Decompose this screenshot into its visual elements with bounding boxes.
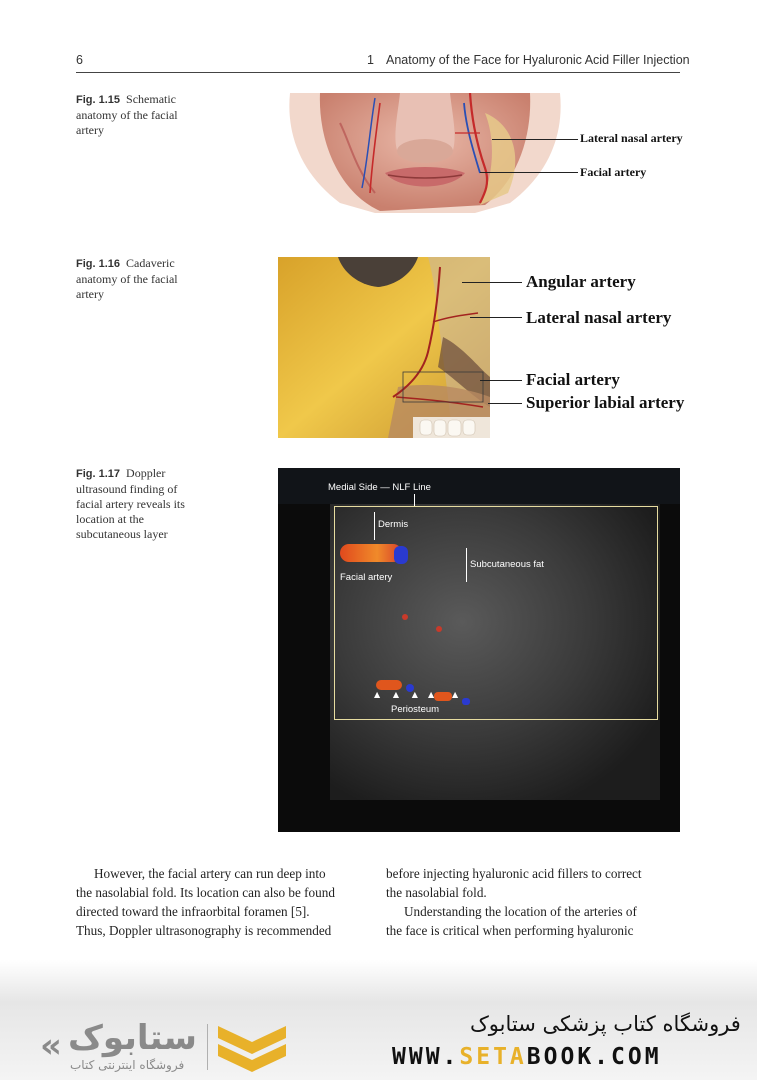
doppler-ultrasound-image <box>278 468 680 832</box>
periosteum-doppler-signal <box>376 680 402 690</box>
leader-line <box>480 172 578 173</box>
label-lateral-nasal-artery-2: Lateral nasal artery <box>526 308 672 327</box>
doppler-spot <box>402 614 408 620</box>
leader-line <box>480 380 522 381</box>
url-prefix: WWW. <box>392 1044 460 1070</box>
caption-line: facial artery reveals its <box>76 497 185 511</box>
caption-line: anatomy of the facial <box>76 108 178 122</box>
leader-line <box>470 317 522 318</box>
logo-text: ستابوک <box>68 1018 197 1058</box>
url-suffix: BOOK.COM <box>526 1044 662 1070</box>
leader-line <box>492 139 578 140</box>
figure-1-15-caption <box>76 92 196 138</box>
periosteum-doppler-blue <box>462 698 470 705</box>
figure-1-17-id: Fig. 1.17 <box>76 468 121 480</box>
body-line: the nasolabial fold. Its location can also be found <box>76 885 335 900</box>
label-facial-artery: Facial artery <box>580 165 647 179</box>
doppler-spot <box>436 626 442 632</box>
facial-artery-doppler-blue <box>394 546 408 564</box>
url-highlight: SETA <box>459 1044 527 1070</box>
caption-line: Schematic <box>126 92 177 106</box>
footer-url <box>392 1044 662 1070</box>
periosteum-arrowheads: ▲ ▲ ▲ ▲ ▲ <box>374 690 459 699</box>
cadaveric-dissection-photo <box>278 257 490 438</box>
caption-line: subcutaneous layer <box>76 527 168 541</box>
subcutaneous-arrow <box>466 548 467 582</box>
chapter-title: Anatomy of the Face for Hyaluronic Acid Filler Injection <box>386 53 690 67</box>
dermis-arrow <box>374 512 375 540</box>
body-line: the nasolabial fold. <box>386 885 487 900</box>
caption-line: artery <box>76 287 104 301</box>
book-chevron-icon <box>216 1022 288 1076</box>
caption-line: ultrasound finding of <box>76 482 178 496</box>
label-dermis: Dermis <box>378 519 409 530</box>
header-rule <box>76 72 680 73</box>
body-left-column <box>76 864 370 940</box>
leader-line <box>488 403 522 404</box>
caption-line: artery <box>76 123 104 137</box>
page-number: 6 <box>76 53 83 67</box>
label-angular-artery: Angular artery <box>526 272 636 291</box>
label-facial-artery-2: Facial artery <box>526 370 620 389</box>
body-line: directed toward the infraorbital foramen [5]. <box>76 904 310 919</box>
footer-store-title: فروشگاه کتاب پزشکی ستابوک <box>470 1012 741 1036</box>
caption-line: anatomy of the facial <box>76 272 178 286</box>
label-subcutaneous-fat: Subcutaneous fat <box>470 559 544 570</box>
body-line: However, the facial artery can run deep into <box>94 866 326 881</box>
figure-1-16-id: Fig. 1.16 <box>76 258 121 270</box>
schematic-face-illustration <box>280 93 570 213</box>
label-medial-side-nlf: Medial Side — NLF Line <box>328 482 431 493</box>
figure-1-16-caption <box>76 256 196 302</box>
logo-subtext: فروشگاه اینترنتی کتاب <box>70 1058 185 1072</box>
nlf-marker-line <box>414 494 415 506</box>
body-line: before injecting hyaluronic acid fillers to correct <box>386 866 642 881</box>
chapter-number: 1 <box>367 53 374 67</box>
label-facial-artery-us: Facial artery <box>340 572 393 583</box>
label-lateral-nasal-artery: Lateral nasal artery <box>580 131 683 145</box>
caption-line: Cadaveric <box>126 256 175 270</box>
body-right-column <box>386 864 680 940</box>
leader-line <box>462 282 522 283</box>
logo-chevrons: « <box>40 1026 62 1066</box>
body-line: Understanding the location of the arteries of <box>404 904 637 919</box>
label-superior-labial-artery: Superior labial artery <box>526 393 685 412</box>
setabook-logo <box>40 1016 210 1076</box>
figure-1-17-caption <box>76 466 196 542</box>
caption-line: location at the <box>76 512 144 526</box>
label-periosteum: Periosteum <box>391 704 440 715</box>
body-line: the face is critical when performing hyaluronic <box>386 923 634 938</box>
footer-divider <box>207 1024 208 1070</box>
body-line: Thus, Doppler ultrasonography is recommended <box>76 923 332 938</box>
caption-line: Doppler <box>126 466 166 480</box>
facial-artery-doppler-signal <box>340 544 402 562</box>
figure-1-15-id: Fig. 1.15 <box>76 94 121 106</box>
